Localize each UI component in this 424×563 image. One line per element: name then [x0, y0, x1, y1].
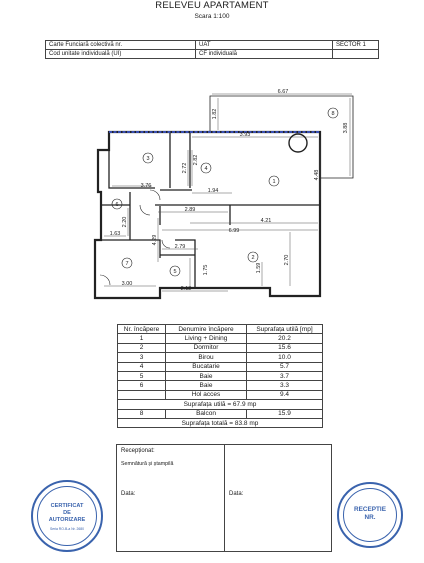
dim-3-88: 3.88: [343, 122, 349, 134]
useful-total-row: Suprafața utilă = 67.9 mp: [118, 400, 323, 409]
stamp-left-line-1: CERTIFICAT: [50, 503, 84, 509]
receptie-date-left: Data:: [121, 491, 136, 497]
rooms-table: [117, 324, 323, 428]
dim-2-12: 2.12: [180, 286, 192, 292]
authorization-stamp: [31, 480, 103, 552]
dim-1-82: 1.82: [212, 108, 218, 120]
dim-2-82: 2.82: [193, 154, 199, 166]
stamp-left-line-3: AUTORIZARE: [48, 517, 86, 523]
uat-value: SECTOR 1: [333, 41, 379, 50]
scale-label: Scara 1:100: [194, 13, 230, 20]
door-swing: [100, 190, 170, 285]
table-row: 4 Bucatarie 5.7: [118, 362, 323, 371]
dim-6-67: 6.67: [277, 89, 289, 95]
stamp-right-line-2: NR.: [364, 514, 376, 521]
receptie-sign-label: Semnătură și ștampilă: [121, 461, 174, 467]
room-number-5: 5: [173, 269, 177, 275]
table-row: 3 Birou 10.0: [118, 353, 323, 362]
table-row: 8 Balcon 15.9: [118, 409, 323, 418]
cadastral-info-table: [45, 40, 379, 59]
dim-6-99: 6.99: [228, 228, 240, 234]
cf-label: CF individuală: [196, 50, 333, 59]
grand-total-row: Suprafața totală = 83.8 mp: [118, 418, 323, 427]
dim-2-72: 2.72: [182, 162, 188, 174]
stamp-right-line-1: RECEPTIE: [354, 506, 386, 513]
receptie-title: Recepționat:: [121, 448, 155, 454]
carte-funciara-label: Carte Funciară colectivă nr.: [46, 41, 196, 50]
room-number-8: 8: [331, 111, 335, 117]
cod-ui-label: Cod unitate individuală (UI): [46, 50, 196, 59]
dim-3-93: 3.93: [239, 132, 251, 138]
receptie-divider: [224, 445, 225, 551]
dim-2-79: 2.79: [174, 244, 186, 250]
header-nr: Nr. încăpere: [118, 325, 166, 334]
dim-4-21: 4.21: [260, 218, 272, 224]
header-suprafata: Suprafața utilă [mp]: [247, 325, 323, 334]
receptie-date-right: Data:: [229, 491, 244, 497]
stamp-left-small: Seria RO-B-a Nr. 2680: [49, 527, 85, 531]
table-row: Hol acces 9.4: [118, 390, 323, 399]
table-row: 6 Baie 3.3: [118, 381, 323, 390]
dim-1-75: 1.75: [203, 264, 209, 276]
stamp-left-line-2: DE: [63, 510, 71, 516]
dim-2-89: 2.89: [184, 207, 196, 213]
table-row: 5 Baie 3.7: [118, 371, 323, 380]
dim-3-00: 3.00: [121, 281, 133, 287]
header-denumire: Denumire încăpere: [166, 325, 247, 334]
receptie-stamp: [337, 482, 403, 548]
table-row: 1 Living + Dining 20.2: [118, 334, 323, 343]
dim-4-29: 4.29: [152, 234, 158, 246]
dim-1-63: 1.63: [109, 231, 121, 237]
dim-1-94: 1.94: [207, 188, 219, 194]
floor-plan: [0, 78, 424, 320]
room-number-2: 2: [251, 255, 255, 261]
dim-3-76: 3.76: [140, 183, 152, 189]
room-number-7: 7: [125, 261, 129, 267]
page-title: RELEVEU APARTAMENT: [155, 0, 269, 11]
dim-2-70: 2.70: [284, 254, 290, 266]
dim-4-48: 4.48: [314, 169, 320, 181]
cf-value: [333, 50, 379, 59]
uat-label: UAT: [196, 41, 333, 50]
room-number-3: 3: [146, 156, 150, 162]
room-number-4: 4: [204, 166, 208, 172]
dim-2-20: 2.20: [122, 216, 128, 228]
receptie-box: [116, 444, 332, 552]
column-circle: [289, 134, 307, 152]
dim-1-59: 1.59: [256, 262, 262, 274]
table-row: 2 Dormitor 15.6: [118, 343, 323, 352]
room-number-1: 1: [272, 179, 276, 185]
room-number-6: 6: [115, 202, 119, 208]
